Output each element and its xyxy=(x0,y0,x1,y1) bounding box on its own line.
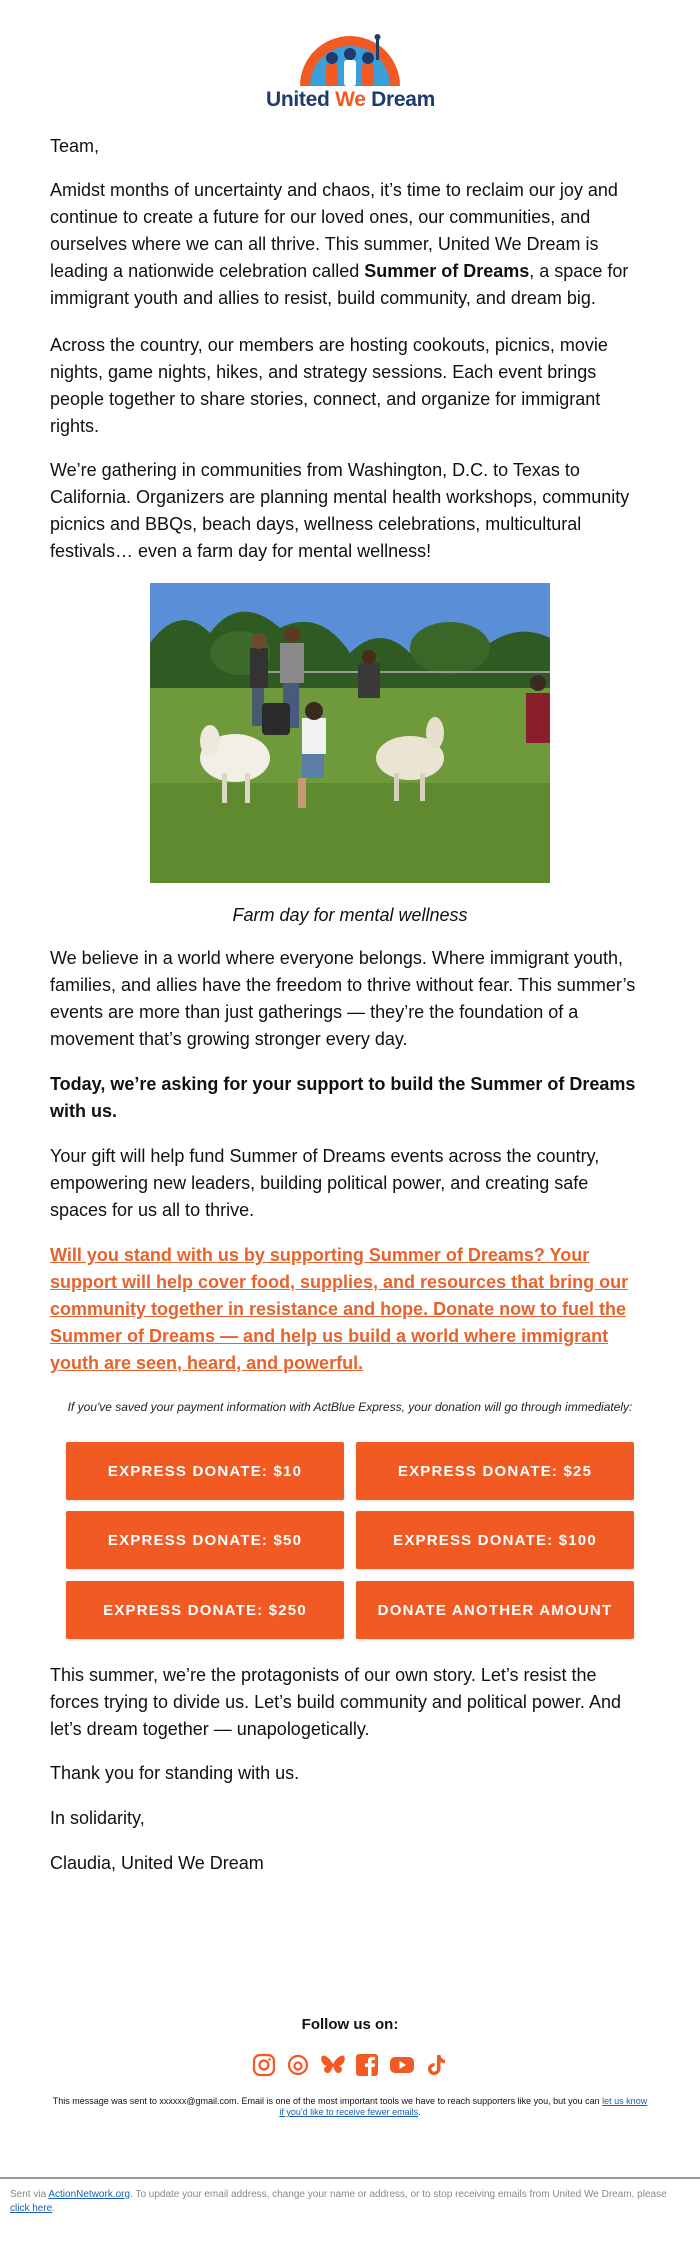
instagram-icon[interactable] xyxy=(250,2051,278,2079)
express-donate-25-button[interactable]: EXPRESS DONATE: $25 xyxy=(356,1442,634,1500)
facebook-icon[interactable] xyxy=(353,2051,381,2079)
fine-print: This message was sent to xxxxxx@gmail.com. Email is one of the most important tools we have to reach supporters like you, but you can let us know if you'd like to receive fewer emails. xyxy=(52,2096,648,2117)
signoff-line: In solidarity, xyxy=(50,1808,145,1828)
unsubscribe-link[interactable]: click here xyxy=(10,2203,53,2214)
tiktok-icon[interactable] xyxy=(422,2051,450,2079)
threads-icon[interactable] xyxy=(284,2051,312,2079)
donate-cta-link[interactable]: Will you stand with us by supporting Summer of Dreams? Your support will help cover food, supplies, and resources that bring our community together in resistance and hope. Donate now to fuel the Summer of Dreams — and help us build a world where immigrant youth are seen, heard, and powerful. xyxy=(50,1245,629,1373)
actionnetwork-link[interactable]: ActionNetwork.org xyxy=(48,2189,131,2200)
express-donate-50-button[interactable]: EXPRESS DONATE: $50 xyxy=(66,1511,344,1569)
footer-text: Sent via ActionNetwork.org. To update your email address, change your name or address, or to stop receiving emails from United We Dream, please click here. xyxy=(10,2189,667,2214)
footer-divider xyxy=(0,2177,700,2179)
paragraph-intro: Amidst months of uncertainty and chaos, it’s time to reclaim our joy and continue to create a future for our loved ones, our communities, and ourselves where we can all thrive. This summer, United We Dream is leading a nationwide celebration called Summer of Dreams, a space for immigrant youth and allies to resist, build community, and dream big. xyxy=(50,180,629,308)
express-donate-100-button[interactable]: EXPRESS DONATE: $100 xyxy=(356,1511,634,1569)
farm-day-photo xyxy=(150,583,550,883)
youtube-icon[interactable] xyxy=(388,2051,416,2079)
express-donate-10-button[interactable]: EXPRESS DONATE: $10 xyxy=(66,1442,344,1500)
paragraph-ask: Today, we’re asking for your support to build the Summer of Dreams with us. xyxy=(50,1074,636,1121)
signature-line: Claudia, United We Dream xyxy=(50,1853,264,1873)
paragraph-gift: Your gift will help fund Summer of Dreams events across the country, empowering new leaders, building political power, and creating safe spaces for us all to thrive. xyxy=(50,1146,600,1220)
donate-another-amount-button[interactable]: DONATE ANOTHER AMOUNT xyxy=(356,1581,634,1639)
logo-wordmark: United We Dream xyxy=(266,88,435,111)
paragraph-events: Across the country, our members are hosting cookouts, picnics, movie nights, game nights, hikes, and strategy sessions. Each event brings people together to share stories, connect, and organize for immigrant rights. xyxy=(50,335,608,436)
bluesky-icon[interactable] xyxy=(319,2051,347,2079)
paragraph-gathering: We’re gathering in communities from Washington, D.C. to Texas to California. Organizers are planning mental health workshops, community picnics and BBQs, beach days, wellness celebrations, multicultural festivals… even a farm day for mental wellness! xyxy=(50,460,630,561)
fewer-emails-link[interactable]: let us know if you'd like to receive fewer emails xyxy=(279,2096,648,2117)
paragraph-protagonists: This summer, we’re the protagonists of our own story. Let’s resist the forces trying to divide us. Let’s build community and political power. And let’s dream together — unapologetically. xyxy=(50,1665,621,1739)
logo-emblem xyxy=(266,28,434,90)
express-donate-250-button[interactable]: EXPRESS DONATE: $250 xyxy=(66,1581,344,1639)
social-icons xyxy=(250,2050,450,2080)
follow-label: Follow us on: xyxy=(301,2016,399,2033)
photo-caption: Farm day for mental wellness xyxy=(232,905,468,925)
paragraph-belief: We believe in a world where everyone belongs. Where immigrant youth, families, and allies have the freedom to thrive without fear. This summer’s events are more than just gatherings — they’re the foundation of a movement that’s growing stronger every day. xyxy=(50,948,636,1049)
logo xyxy=(266,28,434,112)
greeting: Team, xyxy=(50,136,100,156)
actblue-note: If you've saved your payment information with ActBlue Express, your donation will go through immediately: xyxy=(67,1400,633,1414)
thanks-line: Thank you for standing with us. xyxy=(50,1763,300,1783)
